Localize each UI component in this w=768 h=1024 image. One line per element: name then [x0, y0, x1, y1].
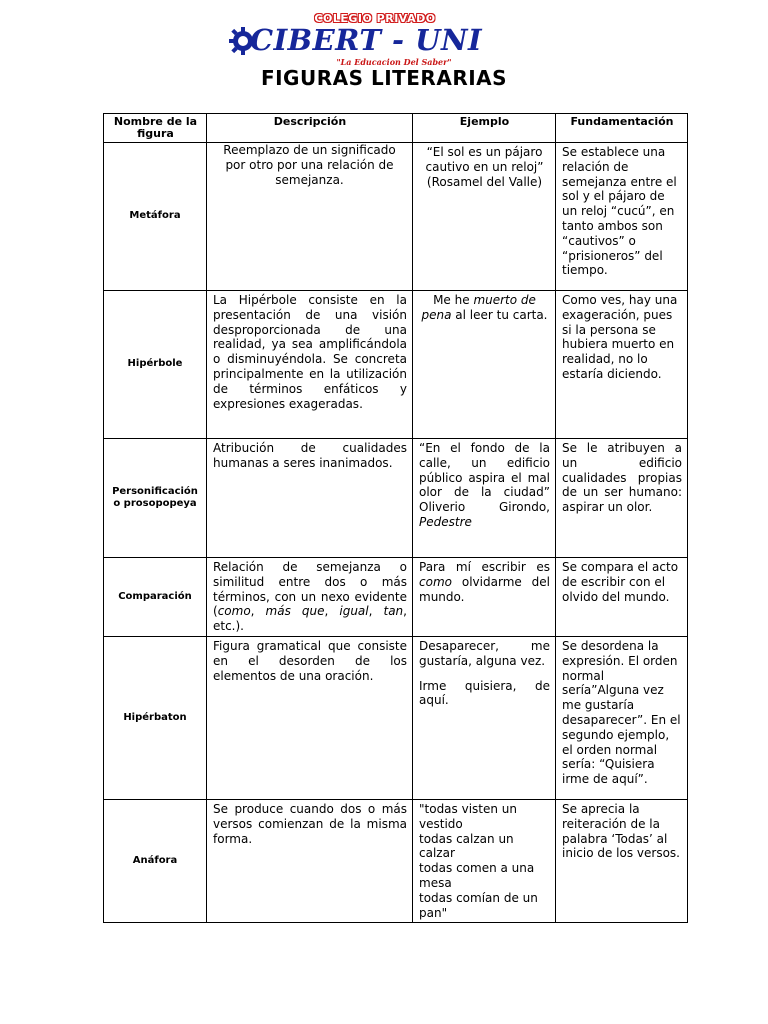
- description-emphasis: tan: [383, 604, 404, 619]
- table-header-row: [104, 114, 688, 143]
- figure-name: Hipérbaton: [104, 636, 207, 799]
- literary-figures-table: [103, 113, 688, 923]
- figure-name: Metáfora: [104, 143, 207, 291]
- table-row: [104, 291, 688, 439]
- figure-justification: Se aprecia la reiteración de la palabra ‘Todas’ al inicio de los versos.: [556, 799, 688, 922]
- description-emphasis: como: [217, 604, 251, 619]
- table-row: [104, 636, 688, 799]
- example-text: “En el fondo de la calle, un edificio público aspira el mal olor de la ciudad” Oliverio Girondo,: [419, 441, 550, 515]
- description-text: ,: [368, 604, 384, 619]
- figure-justification: Se le atribuyen a un edificio cualidades propias de un ser humano: aspirar un olor.: [556, 439, 688, 558]
- example-emphasis: Pedestre: [419, 514, 472, 529]
- table-row: [104, 558, 688, 637]
- figure-description: Se produce cuando dos o más versos comienzan de la misma forma.: [207, 799, 413, 922]
- figure-description: [207, 558, 413, 637]
- example-text: Para mí escribir es: [419, 560, 550, 574]
- column-header-justification: Fundamentación: [556, 114, 688, 143]
- figure-justification: Se establece una relación de semejanza entre el sol y el pájaro de un reloj “cucú”, en tanto ambos son “cautivos” o “prisioneros” del tiempo.: [556, 143, 688, 291]
- figure-example: [413, 439, 556, 558]
- table-row: [104, 143, 688, 291]
- figure-example: [413, 558, 556, 637]
- description-text: ,: [250, 604, 266, 619]
- description-text: , etc.).: [213, 604, 407, 634]
- example-line: Irme quisiera, de aquí.: [419, 678, 550, 708]
- logo-brand-name: CIBERT - UNI: [250, 23, 483, 57]
- figure-justification: Se compara el acto de escribir con el olvido del mundo.: [556, 558, 688, 637]
- figure-name: Comparación: [104, 558, 207, 637]
- figure-justification: Se desordena la expresión. El orden normal sería”Alguna vez me gustaría desaparecer”. En el segundo ejemplo, el orden normal sería: “Quisiera irme de aquí”.: [556, 636, 688, 799]
- figure-description: Figura gramatical que consiste en el desorden de los elementos de una oración.: [207, 636, 413, 799]
- description-emphasis: igual: [339, 604, 369, 619]
- figure-example: [413, 291, 556, 439]
- column-header-description: Descripción: [207, 114, 413, 143]
- logo-slogan: "La Educacion Del Saber": [336, 57, 452, 67]
- figure-example: “El sol es un pájaro cautivo en un reloj” (Rosamel del Valle): [413, 143, 556, 291]
- table-row: [104, 439, 688, 558]
- logo-school-type: COLEGIO PRIVADO: [314, 12, 436, 25]
- figure-example: [413, 636, 556, 799]
- figure-name: Personificación o prosopopeya: [104, 439, 207, 558]
- verse-line: todas comían de un pan": [419, 890, 538, 920]
- description-text: Relación de semejanza o similitud entre dos o más términos, con un nexo evidente (: [213, 560, 407, 619]
- example-emphasis: muerto de pena: [421, 293, 536, 322]
- example-text: al leer tu carta.: [451, 307, 548, 322]
- figure-name: Anáfora: [104, 799, 207, 922]
- document-title: FIGURAS LITERARIAS: [260, 66, 508, 90]
- figure-example: [413, 799, 556, 922]
- figure-description: Atribución de cualidades humanas a seres inanimados.: [207, 439, 413, 558]
- column-header-name: Nombre de la figura: [104, 114, 207, 143]
- figure-name: Hipérbole: [104, 291, 207, 439]
- table-row: [104, 799, 688, 922]
- example-emphasis: como: [419, 574, 452, 589]
- verse-line: todas comen a una mesa: [419, 861, 535, 890]
- verse-line: "todas visten un vestido: [419, 801, 518, 831]
- figure-description: La Hipérbole consiste en la presentación de una visión desproporcionada de una realidad, ya sea amplificándola o disminuyéndola. Se concreta principalmente en la utilización de términos enfáticos y expresiones exageradas.: [207, 291, 413, 439]
- verse-line: todas calzan un calzar: [419, 831, 514, 861]
- figure-description: Reemplazo de un significado por otro por una relación de semejanza.: [207, 143, 413, 291]
- example-text: Me he: [433, 293, 474, 307]
- example-line: Desaparecer, me gustaría, alguna vez.: [419, 638, 550, 668]
- figure-justification: Como ves, hay una exageración, pues si la persona se hubiera muerto en realidad, no lo estaría diciendo.: [556, 291, 688, 439]
- description-emphasis: más que: [265, 604, 325, 619]
- school-logo: [228, 12, 510, 70]
- column-header-example: Ejemplo: [413, 114, 556, 143]
- description-text: ,: [324, 604, 340, 619]
- example-text: olvidarme del mundo.: [419, 574, 550, 604]
